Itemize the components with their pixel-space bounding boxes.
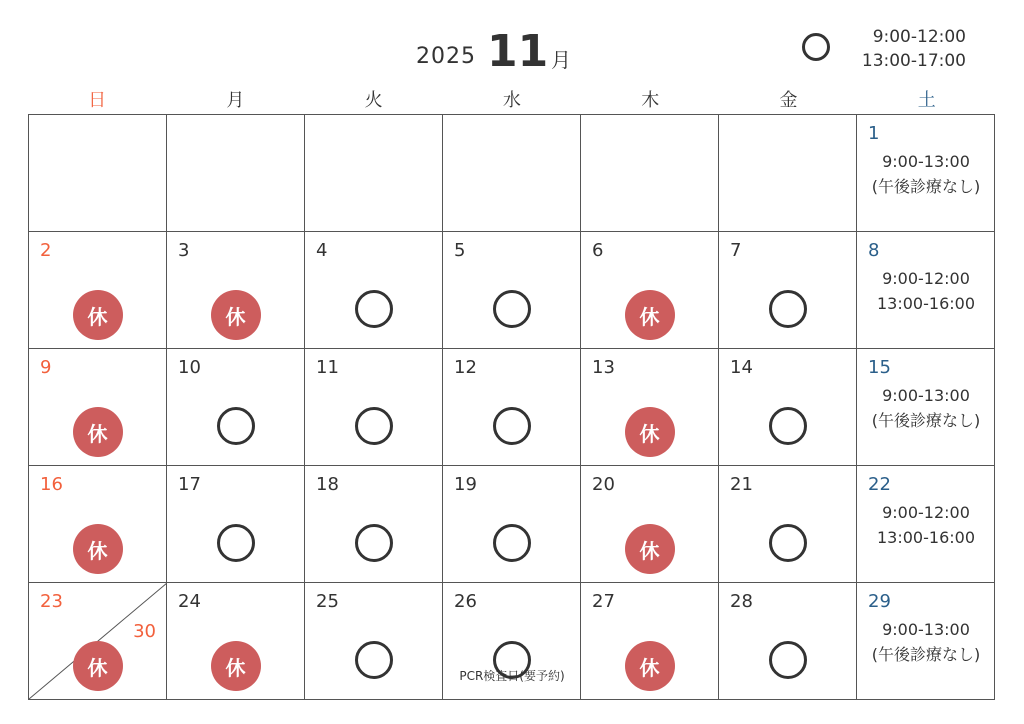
empty-day-cell	[719, 115, 857, 232]
day-number: 5	[454, 240, 466, 261]
calendar-week-row	[29, 349, 995, 466]
empty-day-cell	[581, 115, 719, 232]
calendar-week-row	[29, 232, 995, 349]
hours-line: 13:00-16:00	[877, 528, 975, 547]
closed-badge: 休	[73, 290, 123, 340]
day-number: 25	[316, 591, 339, 612]
open-circle-icon	[769, 407, 807, 445]
day-number: 1	[868, 123, 880, 144]
day-number: 24	[178, 591, 201, 612]
day-cell	[719, 232, 857, 349]
open-circle-icon	[355, 524, 393, 562]
open-circle-icon	[493, 407, 531, 445]
day-number: 29	[868, 591, 891, 612]
day-cell	[29, 466, 167, 583]
day-number: 28	[730, 591, 753, 612]
weekday-saturday: 土	[917, 90, 936, 111]
weekday-wednesday: 水	[502, 90, 521, 111]
open-circle-icon	[769, 641, 807, 679]
day-number: 12	[454, 357, 477, 378]
calendar-header	[0, 0, 1024, 80]
day-number: 3	[178, 240, 190, 261]
hours-line: 9:00-13:00	[882, 386, 970, 405]
day-cell	[443, 466, 581, 583]
day-number: 26	[454, 591, 477, 612]
day-number: 13	[592, 357, 615, 378]
closed-badge: 休	[73, 407, 123, 457]
open-circle-icon	[355, 290, 393, 328]
day-cell	[857, 583, 995, 700]
day-number: 14	[730, 357, 753, 378]
hours-line: 9:00-13:00	[882, 152, 970, 171]
empty-day-cell	[305, 115, 443, 232]
day-cell	[167, 349, 305, 466]
day-number: 6	[592, 240, 604, 261]
day-cell	[305, 583, 443, 700]
closed-badge: 休	[625, 407, 675, 457]
day-number: 4	[316, 240, 328, 261]
day-number: 18	[316, 474, 339, 495]
saturday-hours	[857, 500, 995, 550]
day-cell	[857, 466, 995, 583]
day-number: 9	[40, 357, 52, 378]
saturday-hours	[857, 266, 995, 316]
day-number: 15	[868, 357, 891, 378]
day-cell	[719, 583, 857, 700]
hours-line: (午後診療なし)	[871, 645, 981, 664]
day-number: 2	[40, 240, 52, 261]
calendar-week-row	[29, 466, 995, 583]
open-circle-icon	[493, 290, 531, 328]
weekday-tuesday: 火	[364, 90, 383, 111]
month-suffix: 月	[551, 48, 571, 72]
empty-day-cell	[167, 115, 305, 232]
day-number: 22	[868, 474, 891, 495]
open-circle-icon	[769, 524, 807, 562]
closed-badge: 休	[211, 290, 261, 340]
day-cell	[443, 583, 581, 700]
weekday-monday: 月	[226, 90, 245, 111]
day-number: 10	[178, 357, 201, 378]
day-number: 7	[730, 240, 742, 261]
weekday-thursday: 木	[641, 90, 660, 111]
closed-badge: 休	[625, 641, 675, 691]
hours-line: 9:00-13:00	[882, 620, 970, 639]
day-number: 17	[178, 474, 201, 495]
day-number: 8	[868, 240, 880, 261]
day-cell	[443, 232, 581, 349]
weekday-friday: 金	[779, 90, 798, 111]
empty-day-cell	[443, 115, 581, 232]
hours-line: 9:00-12:00	[882, 269, 970, 288]
closed-badge: 休	[73, 641, 123, 691]
day-cell	[719, 349, 857, 466]
saturday-hours	[857, 149, 995, 199]
day-number: 11	[316, 357, 339, 378]
day-cell	[581, 349, 719, 466]
open-circle-icon	[217, 407, 255, 445]
saturday-hours	[857, 617, 995, 667]
day-cell	[857, 115, 995, 232]
day-cell	[167, 466, 305, 583]
day-cell	[857, 232, 995, 349]
legend-hours	[848, 25, 966, 73]
open-circle-icon	[802, 33, 830, 61]
open-circle-icon	[355, 407, 393, 445]
day-number: 27	[592, 591, 615, 612]
open-circle-icon	[769, 290, 807, 328]
calendar-week-row	[29, 583, 995, 700]
day-number: 20	[592, 474, 615, 495]
open-circle-icon	[355, 641, 393, 679]
open-circle-icon	[493, 524, 531, 562]
day-cell	[857, 349, 995, 466]
day-number: 19	[454, 474, 477, 495]
hours-line: 9:00-12:00	[882, 503, 970, 522]
saturday-hours	[857, 383, 995, 433]
open-circle-icon	[217, 524, 255, 562]
day-cell	[305, 466, 443, 583]
day-number: 16	[40, 474, 63, 495]
day-note: PCR検査日(要予約)	[459, 669, 565, 683]
day-cell	[29, 583, 167, 700]
closed-badge: 休	[73, 524, 123, 574]
day-cell	[167, 583, 305, 700]
day-cell	[719, 466, 857, 583]
calendar-week-row	[29, 115, 995, 232]
day-cell	[443, 349, 581, 466]
closed-badge: 休	[625, 524, 675, 574]
closed-badge: 休	[211, 641, 261, 691]
year-label: 2025	[416, 44, 476, 69]
calendar-grid	[28, 114, 995, 700]
day-cell	[29, 349, 167, 466]
day-cell	[581, 232, 719, 349]
legend-time-afternoon: 13:00-17:00	[861, 51, 966, 71]
month-number: 11	[487, 26, 549, 77]
day-number: 21	[730, 474, 753, 495]
empty-day-cell	[29, 115, 167, 232]
day-cell	[167, 232, 305, 349]
hours-line: (午後診療なし)	[871, 177, 981, 196]
legend-time-morning: 9:00-12:00	[872, 27, 966, 47]
day-cell	[305, 349, 443, 466]
weekday-header-row	[28, 86, 996, 112]
day-number: 23	[40, 591, 63, 612]
day-number-secondary: 30	[133, 621, 156, 642]
day-cell	[305, 232, 443, 349]
closed-badge: 休	[625, 290, 675, 340]
hours-line: (午後診療なし)	[871, 411, 981, 430]
weekday-sunday: 日	[88, 90, 107, 111]
hours-line: 13:00-16:00	[877, 294, 975, 313]
day-cell	[581, 583, 719, 700]
day-cell	[581, 466, 719, 583]
day-cell	[29, 232, 167, 349]
